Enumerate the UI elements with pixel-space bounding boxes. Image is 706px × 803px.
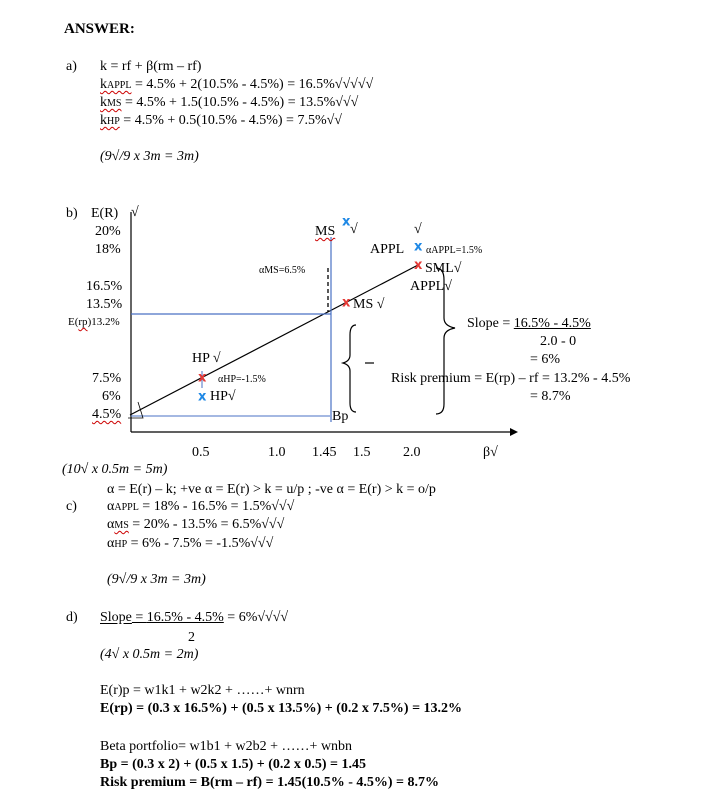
y-tick-4-5: 4.5% bbox=[92, 407, 122, 422]
capm-formula: k = rf + β(rm – rf) bbox=[100, 59, 202, 74]
slope-annotation: Slope = 16.5% - 4.5% bbox=[467, 316, 591, 331]
label-ms: MS √ bbox=[353, 297, 385, 312]
risk-premium-result: = 8.7% bbox=[530, 389, 571, 404]
slope-line: Slope = 16.5% - 4.5% = 6%√√√√ bbox=[100, 610, 289, 625]
slope-denominator: 2.0 - 0 bbox=[540, 334, 577, 349]
x-tick-1-45: 1.45 bbox=[312, 445, 337, 460]
label-ms-top: MS bbox=[315, 224, 336, 239]
label-alpha-appl: αAPPL=1.5% bbox=[426, 245, 483, 256]
y-tick-6: 6% bbox=[102, 389, 121, 404]
x-tick-1-5: 1.5 bbox=[353, 445, 371, 460]
answer-heading: ANSWER: bbox=[64, 21, 135, 37]
alpha-note: α = E(r) – k; +ve α = E(r) > k = u/p ; -ve α = E(r) > k = o/p bbox=[107, 482, 436, 497]
label-sml: SML√ bbox=[425, 261, 462, 276]
beta-formula: Beta portfolio= w1b1 + w2b2 + ……+ wnbn bbox=[100, 739, 353, 754]
label-hp: HP √ bbox=[192, 351, 221, 366]
risk-premium-brace bbox=[343, 325, 356, 412]
part-d-label: d) bbox=[66, 610, 78, 625]
part-b-label: b) bbox=[66, 206, 78, 221]
slope-denom: 2 bbox=[188, 630, 195, 645]
x-tick-1-0: 1.0 bbox=[268, 445, 286, 460]
y-tick-7-5: 7.5% bbox=[92, 371, 122, 386]
y-tick-erp: E(rp)13.2% bbox=[68, 316, 120, 328]
part-d-marks: (4√ x 0.5m = 2m) bbox=[100, 647, 199, 662]
label-alpha-ms: αMS=6.5% bbox=[259, 265, 306, 276]
risk-premium-annotation: Risk premium = E(rp) – rf = 13.2% - 4.5% bbox=[391, 371, 631, 386]
part-c-label: c) bbox=[66, 499, 77, 514]
k-hp-line: kHP = 4.5% + 0.5(10.5% - 4.5%) = 7.5%√√ bbox=[100, 113, 342, 128]
expected-return-marker-0: x bbox=[198, 389, 207, 405]
part-a-marks: (9√/9 x 3m = 3m) bbox=[100, 149, 199, 164]
x-axis-title: β√ bbox=[483, 445, 498, 460]
bp-calc: Bp = (0.3 x 2) + (0.5 x 1.5) + (0.2 x 0.5) = 1.45 bbox=[100, 757, 367, 772]
alpha-ms-line: αMS = 20% - 13.5% = 6.5%√√√ bbox=[107, 517, 285, 532]
y-axis-title: E(R) bbox=[91, 206, 119, 221]
x-axis-arrow bbox=[510, 428, 518, 436]
label-ms-top-check: √ bbox=[350, 222, 358, 237]
label-hp-2: HP√ bbox=[210, 389, 236, 404]
label-appl-2: APPL√ bbox=[410, 279, 452, 294]
part-c-marks: (9√/9 x 3m = 3m) bbox=[107, 572, 206, 587]
required-return-marker-2: x bbox=[414, 258, 423, 273]
y-tick-18: 18% bbox=[95, 242, 121, 257]
label-bp: Bp bbox=[332, 409, 349, 424]
x-tick-0-5: 0.5 bbox=[192, 445, 210, 460]
slope-result: = 6% bbox=[530, 352, 561, 367]
required-return-marker-1: x bbox=[342, 295, 351, 311]
y-axis-check: √ bbox=[131, 205, 139, 220]
x-tick-2-0: 2.0 bbox=[403, 445, 421, 460]
label-alpha-hp: αHP=-1.5% bbox=[218, 374, 266, 385]
y-tick-20: 20% bbox=[95, 224, 121, 239]
alpha-appl-line: αAPPL = 18% - 16.5% = 1.5%√√√ bbox=[107, 499, 295, 514]
sml-line bbox=[130, 265, 418, 415]
erp-formula: E(r)p = w1k1 + w2k2 + ……+ wnrn bbox=[100, 683, 305, 698]
k-appl-line: kAPPL = 4.5% + 2(10.5% - 4.5%) = 16.5%√√√√√ bbox=[100, 77, 374, 92]
erp-calc: E(rp) = (0.3 x 16.5%) + (0.5 x 13.5%) + (0.2 x 7.5%) = 13.2% bbox=[100, 701, 463, 716]
k-ms-line: kMS = 4.5% + 1.5(10.5% - 4.5%) = 13.5%√√√ bbox=[100, 95, 359, 110]
required-return-marker-0: x bbox=[198, 370, 207, 386]
expected-return-marker-2: x bbox=[414, 239, 423, 255]
part-a-label: a) bbox=[66, 59, 77, 74]
risk-premium-calc: Risk premium = B(rm – rf) = 1.45(10.5% - 4.5%) = 8.7% bbox=[100, 775, 440, 790]
y-tick-13-5: 13.5% bbox=[86, 297, 123, 312]
expected-return-marker-1: x bbox=[342, 214, 351, 230]
part-b-marks: (10√ x 0.5m = 5m) bbox=[62, 462, 168, 477]
label-check-above-appl: √ bbox=[414, 222, 422, 237]
label-appl: APPL bbox=[370, 242, 405, 257]
y-tick-16-5: 16.5% bbox=[86, 279, 123, 294]
alpha-hp-line: αHP = 6% - 7.5% = -1.5%√√√ bbox=[107, 536, 274, 551]
